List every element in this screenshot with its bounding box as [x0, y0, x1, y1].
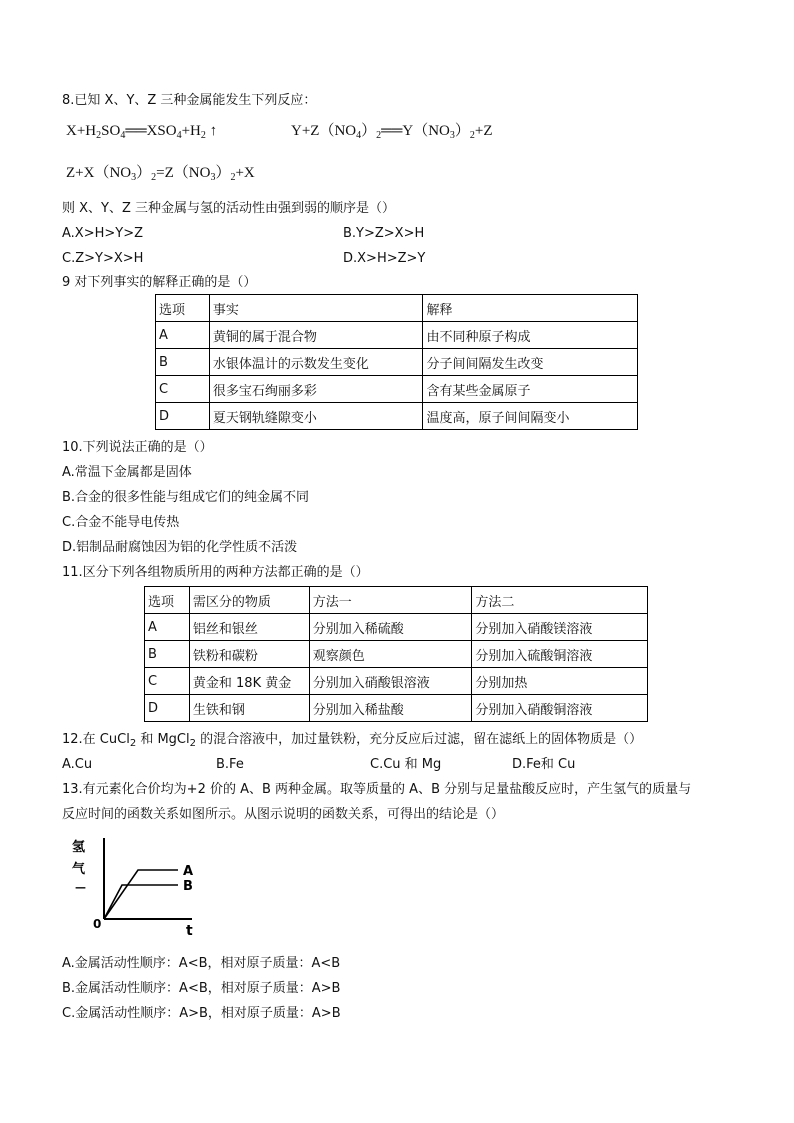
curve-a-label: A — [183, 864, 194, 879]
table-header-cell: 方法二 — [472, 587, 648, 614]
table-cell: 生铁和钢 — [189, 695, 309, 722]
q8-option-d: D.X>H>Z>Y — [343, 251, 426, 266]
graph-y-label-1: 氢 — [72, 840, 86, 855]
curve-b-label: B — [183, 879, 193, 894]
table-cell: 分别加热 — [472, 668, 648, 695]
table-cell: 黄铜的属于混合物 — [209, 322, 423, 349]
q11-stem: 11.区分下列各组物质所用的两种方法都正确的是（） — [62, 565, 369, 580]
table-cell: B — [156, 349, 210, 376]
q8-option-a: A.X>H>Y>Z — [62, 226, 144, 241]
q8-question: 则 X、Y、Z 三种金属与氢的活动性由强到弱的顺序是（） — [62, 201, 396, 216]
q10-option-b: B.合金的很多性能与组成它们的纯金属不同 — [62, 490, 310, 505]
q13-stem-line-2: 反应时间的函数关系如图所示。从图示说明的函数关系，可得出的结论是（） — [62, 807, 505, 822]
q10-option-c: C.合金不能导电传热 — [62, 515, 180, 530]
q10-stem: 10.下列说法正确的是（） — [62, 440, 213, 455]
table-row — [156, 322, 638, 349]
table-cell: A — [145, 614, 190, 641]
table-row — [145, 614, 648, 641]
table-cell: 分别加入硝酸银溶液 — [309, 668, 472, 695]
table-header-cell: 选项 — [156, 295, 210, 322]
table-header-cell: 解释 — [423, 295, 638, 322]
q8-stem: 8.已知 X、Y、Z 三种金属能发生下列反应： — [62, 93, 317, 108]
hydrogen-time-graph — [66, 835, 200, 937]
table-cell: 黄金和 18K 黄金 — [189, 668, 309, 695]
table-cell: 很多宝石绚丽多彩 — [209, 376, 423, 403]
table-header-cell: 事实 — [209, 295, 423, 322]
q13-stem-line-1: 13.有元素化合价均为+2 价的 A、B 两种金属。取等质量的 A、B 分别与足量盐酸反应时，产生氢气的质量与 — [62, 782, 692, 797]
table-cell: 分别加入硝酸铜溶液 — [472, 695, 648, 722]
table-row — [145, 641, 648, 668]
q12-stem: 12.在 CuCl$_2$ 和 MgCl$_2$ 的混合溶液中，加过量铁粉，充分反应后过滤，留在滤纸上的固体物质是（） — [62, 732, 643, 749]
table-cell: 分别加入硝酸镁溶液 — [472, 614, 648, 641]
table-cell: 分别加入硫酸铜溶液 — [472, 641, 648, 668]
q12-option-d: D.Fe和 Cu — [512, 757, 576, 772]
q8-option-c: C.Z>Y>X>H — [62, 251, 144, 266]
table-cell: B — [145, 641, 190, 668]
table-cell: 分子间间隔发生改变 — [423, 349, 638, 376]
q12-option-a: A.Cu — [62, 757, 93, 772]
table-cell: 观察颜色 — [309, 641, 472, 668]
q12-option-b: B.Fe — [216, 757, 244, 772]
table-row — [156, 349, 638, 376]
table-cell: 分别加入稀硫酸 — [309, 614, 472, 641]
q12-option-c: C.Cu 和 Mg — [370, 757, 442, 772]
q13-option-a: A.金属活动性顺序：A<B，相对原子质量：A<B — [62, 956, 341, 971]
table-cell: A — [156, 322, 210, 349]
q9-stem: 9 对下列事实的解释正确的是（） — [62, 275, 257, 290]
curve-a — [104, 870, 178, 919]
graph-y-label-3: — — [75, 881, 86, 894]
q8-option-b: B.Y>Z>X>H — [343, 226, 425, 241]
q8-equation-1: $X+H_2SO_4══XSO_4+H_2$ ↑ — [66, 123, 218, 141]
q13-option-b: B.金属活动性顺序：A<B，相对原子质量：A>B — [62, 981, 341, 996]
q8-equation-3: $Z+X(NO_3)_2=Z(NO_3)_2+X$ — [66, 165, 255, 183]
table-row — [145, 668, 648, 695]
table-row — [156, 403, 638, 430]
table-cell: D — [156, 403, 210, 430]
table-cell: 铁粉和碳粉 — [189, 641, 309, 668]
q8-equation-2: $Y+Z(NO_4)_2══Y(NO_3)_2+Z$ — [291, 123, 493, 141]
table-cell: C — [156, 376, 210, 403]
table-header-cell: 需区分的物质 — [189, 587, 309, 614]
table-cell: 含有某些金属原子 — [423, 376, 638, 403]
q11-table — [144, 586, 648, 722]
table-cell: 分别加入稀盐酸 — [309, 695, 472, 722]
table-cell: 由不同种原子构成 — [423, 322, 638, 349]
graph-y-label-2: 气 — [72, 862, 86, 877]
table-cell: 温度高，原子间间隔变小 — [423, 403, 638, 430]
table-cell: 夏天钢轨缝隙变小 — [209, 403, 423, 430]
table-row — [156, 376, 638, 403]
table-cell: D — [145, 695, 190, 722]
q10-option-d: D.铝制品耐腐蚀因为铝的化学性质不活泼 — [62, 540, 298, 555]
table-cell: 铝丝和银丝 — [189, 614, 309, 641]
q10-option-a: A.常温下金属都是固体 — [62, 465, 192, 480]
q13-option-c: C.金属活动性顺序：A>B，相对原子质量：A>B — [62, 1006, 341, 1021]
table-header-cell: 选项 — [145, 587, 190, 614]
table-header-row — [145, 587, 648, 614]
graph-origin-label: 0 — [93, 917, 102, 931]
q9-table — [155, 294, 638, 430]
table-cell: C — [145, 668, 190, 695]
table-header-cell: 方法一 — [309, 587, 472, 614]
table-row — [145, 695, 648, 722]
graph-x-label: t — [186, 923, 193, 937]
table-header-row — [156, 295, 638, 322]
table-cell: 水银体温计的示数发生变化 — [209, 349, 423, 376]
